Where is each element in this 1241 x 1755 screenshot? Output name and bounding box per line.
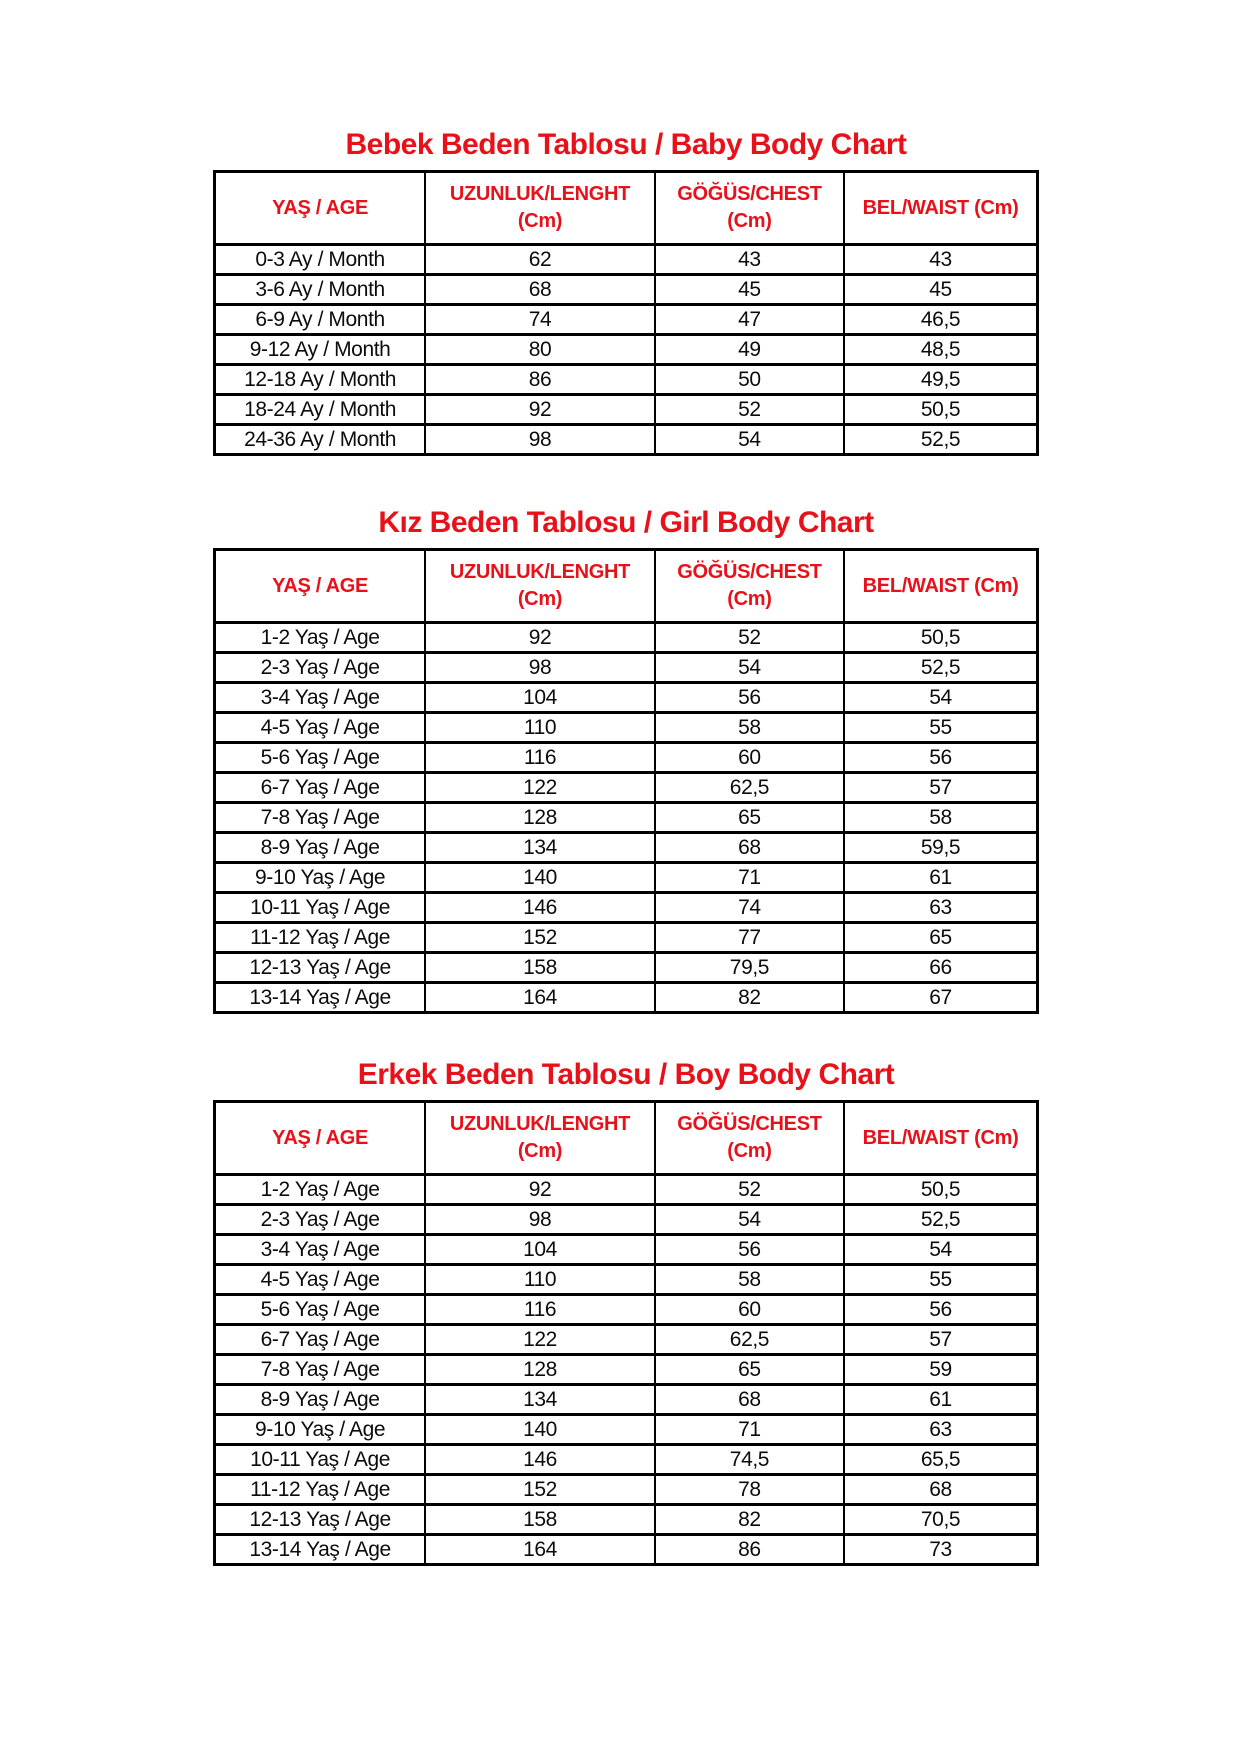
length-cell: 98 — [425, 653, 655, 683]
chest-cell: 77 — [655, 923, 844, 953]
col-header-waist — [844, 1102, 1037, 1175]
age-cell: 12-18 Ay / Month — [215, 365, 426, 395]
age-cell: 6-9 Ay / Month — [215, 305, 426, 335]
waist-cell: 52,5 — [844, 1205, 1037, 1235]
age-header-label: YAŞ / AGE — [272, 196, 369, 219]
waist-cell: 61 — [844, 1385, 1037, 1415]
chest-cell: 52 — [655, 395, 844, 425]
waist-cell: 52,5 — [844, 653, 1037, 683]
table-row — [215, 863, 1038, 893]
girl-table-title: Kız Beden Tablosu / Girl Body Chart — [378, 506, 874, 539]
age-cell: 10-11 Yaş / Age — [215, 1445, 426, 1475]
age-cell: 9-12 Ay / Month — [215, 335, 426, 365]
length-cell: 140 — [425, 863, 655, 893]
chest-header-label: GÖĞÜS/CHEST — [677, 1113, 822, 1135]
length-cell: 128 — [425, 1355, 655, 1385]
length-cell: 86 — [425, 365, 655, 395]
length-cell: 92 — [425, 623, 655, 653]
table-row — [215, 1205, 1038, 1235]
chest-cell: 78 — [655, 1475, 844, 1505]
chest-cell: 45 — [655, 275, 844, 305]
table-row — [215, 893, 1038, 923]
length-cell: 152 — [425, 923, 655, 953]
age-cell: 3-4 Yaş / Age — [215, 1235, 426, 1265]
cm-label: (Cm) — [727, 210, 772, 232]
cm-label: (Cm) — [727, 588, 772, 610]
table-row — [215, 983, 1038, 1013]
chest-header-label: GÖĞÜS/CHEST — [677, 183, 822, 205]
waist-cell: 46,5 — [844, 305, 1037, 335]
chest-cell: 54 — [655, 1205, 844, 1235]
boy-table-title: Erkek Beden Tablosu / Boy Body Chart — [357, 1058, 895, 1091]
length-cell: 158 — [425, 1505, 655, 1535]
age-cell: 7-8 Yaş / Age — [215, 1355, 426, 1385]
girl-size-section — [213, 506, 1039, 1014]
chest-cell: 68 — [655, 833, 844, 863]
chest-cell: 58 — [655, 1265, 844, 1295]
length-cell: 146 — [425, 1445, 655, 1475]
waist-cell: 68 — [844, 1475, 1037, 1505]
length-cell: 104 — [425, 1235, 655, 1265]
age-cell: 9-10 Yaş / Age — [215, 1415, 426, 1445]
age-cell: 12-13 Yaş / Age — [215, 1505, 426, 1535]
boy-size-section — [213, 1058, 1039, 1566]
col-header-waist — [844, 550, 1037, 623]
chest-cell: 49 — [655, 335, 844, 365]
col-header-age — [215, 550, 426, 623]
age-cell: 11-12 Yaş / Age — [215, 1475, 426, 1505]
waist-cell: 63 — [844, 1415, 1037, 1445]
waist-header-label: BEL/WAIST (Cm) — [862, 1126, 1019, 1149]
waist-cell: 50,5 — [844, 623, 1037, 653]
table-row — [215, 623, 1038, 653]
age-cell: 13-14 Yaş / Age — [215, 1535, 426, 1565]
chest-cell: 47 — [655, 305, 844, 335]
length-cell: 146 — [425, 893, 655, 923]
chest-cell: 50 — [655, 365, 844, 395]
length-header-label: UZUNLUK/LENGHT — [449, 561, 631, 583]
length-cell: 92 — [425, 395, 655, 425]
table-row — [215, 275, 1038, 305]
table-row — [215, 365, 1038, 395]
col-header-chest — [655, 550, 844, 623]
age-cell: 6-7 Yaş / Age — [215, 1325, 426, 1355]
length-cell: 110 — [425, 713, 655, 743]
waist-cell: 55 — [844, 713, 1037, 743]
chest-cell: 43 — [655, 245, 844, 275]
cm-label: (Cm) — [727, 1140, 772, 1162]
table-row — [215, 395, 1038, 425]
table-row — [215, 773, 1038, 803]
length-cell: 164 — [425, 983, 655, 1013]
chest-cell: 79,5 — [655, 953, 844, 983]
length-cell: 158 — [425, 953, 655, 983]
col-header-length — [425, 172, 655, 245]
header-row — [215, 550, 1038, 623]
waist-cell: 55 — [844, 1265, 1037, 1295]
length-cell: 62 — [425, 245, 655, 275]
length-cell: 164 — [425, 1535, 655, 1565]
waist-cell: 57 — [844, 773, 1037, 803]
col-header-age — [215, 172, 426, 245]
table-row — [215, 1235, 1038, 1265]
col-header-length — [425, 1102, 655, 1175]
waist-cell: 66 — [844, 953, 1037, 983]
col-header-waist — [844, 172, 1037, 245]
baby-table-title: Bebek Beden Tablosu / Baby Body Chart — [345, 128, 907, 161]
table-row — [215, 713, 1038, 743]
age-header-label: YAŞ / AGE — [272, 574, 369, 597]
age-cell: 5-6 Yaş / Age — [215, 1295, 426, 1325]
waist-cell: 43 — [844, 245, 1037, 275]
length-cell: 116 — [425, 743, 655, 773]
age-header-label: YAŞ / AGE — [272, 1126, 369, 1149]
length-cell: 128 — [425, 803, 655, 833]
baby-size-section — [213, 128, 1039, 456]
age-cell: 3-6 Ay / Month — [215, 275, 426, 305]
length-cell: 122 — [425, 773, 655, 803]
age-cell: 9-10 Yaş / Age — [215, 863, 426, 893]
chest-cell: 86 — [655, 1535, 844, 1565]
table-row — [215, 1295, 1038, 1325]
table-row — [215, 1265, 1038, 1295]
age-cell: 12-13 Yaş / Age — [215, 953, 426, 983]
length-cell: 104 — [425, 683, 655, 713]
table-row — [215, 1415, 1038, 1445]
table-row — [215, 1325, 1038, 1355]
table-row — [215, 653, 1038, 683]
chest-cell: 82 — [655, 983, 844, 1013]
chest-cell: 54 — [655, 425, 844, 455]
table-row — [215, 1355, 1038, 1385]
waist-cell: 49,5 — [844, 365, 1037, 395]
age-cell: 5-6 Yaş / Age — [215, 743, 426, 773]
waist-cell: 59 — [844, 1355, 1037, 1385]
table-row — [215, 425, 1038, 455]
header-row — [215, 1102, 1038, 1175]
table-row — [215, 803, 1038, 833]
age-cell: 0-3 Ay / Month — [215, 245, 426, 275]
waist-cell: 50,5 — [844, 1175, 1037, 1205]
age-cell: 13-14 Yaş / Age — [215, 983, 426, 1013]
age-cell: 4-5 Yaş / Age — [215, 1265, 426, 1295]
waist-cell: 45 — [844, 275, 1037, 305]
waist-cell: 63 — [844, 893, 1037, 923]
chest-cell: 65 — [655, 803, 844, 833]
table-row — [215, 683, 1038, 713]
chest-cell: 74 — [655, 893, 844, 923]
age-cell: 8-9 Yaş / Age — [215, 833, 426, 863]
age-cell: 1-2 Yaş / Age — [215, 623, 426, 653]
table-row — [215, 245, 1038, 275]
waist-cell: 61 — [844, 863, 1037, 893]
length-header-label: UZUNLUK/LENGHT — [449, 1113, 631, 1135]
waist-cell: 52,5 — [844, 425, 1037, 455]
table-row — [215, 335, 1038, 365]
col-header-age — [215, 1102, 426, 1175]
table-row — [215, 953, 1038, 983]
length-cell: 98 — [425, 425, 655, 455]
chest-cell: 52 — [655, 1175, 844, 1205]
table-row — [215, 1535, 1038, 1565]
waist-cell: 57 — [844, 1325, 1037, 1355]
length-cell: 152 — [425, 1475, 655, 1505]
col-header-chest — [655, 172, 844, 245]
cm-label: (Cm) — [517, 1140, 563, 1162]
girl-size-table — [213, 548, 1039, 1014]
age-cell: 18-24 Ay / Month — [215, 395, 426, 425]
boy-size-table — [213, 1100, 1039, 1566]
waist-cell: 59,5 — [844, 833, 1037, 863]
table-row — [215, 1175, 1038, 1205]
chest-header-label: GÖĞÜS/CHEST — [677, 561, 822, 583]
length-header-label: UZUNLUK/LENGHT — [449, 183, 631, 205]
length-cell: 80 — [425, 335, 655, 365]
waist-cell: 67 — [844, 983, 1037, 1013]
length-cell: 134 — [425, 1385, 655, 1415]
chest-cell: 54 — [655, 653, 844, 683]
baby-size-table — [213, 170, 1039, 456]
length-cell: 98 — [425, 1205, 655, 1235]
age-cell: 7-8 Yaş / Age — [215, 803, 426, 833]
chest-cell: 58 — [655, 713, 844, 743]
waist-header-label: BEL/WAIST (Cm) — [862, 574, 1019, 597]
waist-cell: 54 — [844, 1235, 1037, 1265]
chest-cell: 82 — [655, 1505, 844, 1535]
length-cell: 68 — [425, 275, 655, 305]
age-cell: 10-11 Yaş / Age — [215, 893, 426, 923]
length-cell: 74 — [425, 305, 655, 335]
chest-cell: 71 — [655, 1415, 844, 1445]
size-chart-sheet — [213, 0, 1039, 1566]
age-cell: 4-5 Yaş / Age — [215, 713, 426, 743]
chest-cell: 56 — [655, 1235, 844, 1265]
waist-cell: 56 — [844, 1295, 1037, 1325]
waist-cell: 56 — [844, 743, 1037, 773]
table-row — [215, 1385, 1038, 1415]
chest-cell: 52 — [655, 623, 844, 653]
table-row — [215, 833, 1038, 863]
chest-cell: 74,5 — [655, 1445, 844, 1475]
age-cell: 6-7 Yaş / Age — [215, 773, 426, 803]
age-cell: 24-36 Ay / Month — [215, 425, 426, 455]
table-row — [215, 1445, 1038, 1475]
chest-cell: 68 — [655, 1385, 844, 1415]
waist-cell: 58 — [844, 803, 1037, 833]
chest-cell: 62,5 — [655, 1325, 844, 1355]
chest-cell: 62,5 — [655, 773, 844, 803]
length-cell: 116 — [425, 1295, 655, 1325]
chest-cell: 71 — [655, 863, 844, 893]
length-cell: 92 — [425, 1175, 655, 1205]
waist-header-label: BEL/WAIST (Cm) — [862, 196, 1019, 219]
age-cell: 11-12 Yaş / Age — [215, 923, 426, 953]
age-cell: 8-9 Yaş / Age — [215, 1385, 426, 1415]
table-row — [215, 305, 1038, 335]
table-row — [215, 923, 1038, 953]
waist-cell: 73 — [844, 1535, 1037, 1565]
header-row — [215, 172, 1038, 245]
waist-cell: 48,5 — [844, 335, 1037, 365]
waist-cell: 50,5 — [844, 395, 1037, 425]
age-cell: 1-2 Yaş / Age — [215, 1175, 426, 1205]
chest-cell: 56 — [655, 683, 844, 713]
waist-cell: 70,5 — [844, 1505, 1037, 1535]
length-cell: 122 — [425, 1325, 655, 1355]
cm-label: (Cm) — [517, 210, 563, 232]
waist-cell: 65 — [844, 923, 1037, 953]
chest-cell: 60 — [655, 743, 844, 773]
col-header-length — [425, 550, 655, 623]
chest-cell: 65 — [655, 1355, 844, 1385]
length-cell: 134 — [425, 833, 655, 863]
waist-cell: 65,5 — [844, 1445, 1037, 1475]
length-cell: 110 — [425, 1265, 655, 1295]
waist-cell: 54 — [844, 683, 1037, 713]
length-cell: 140 — [425, 1415, 655, 1445]
cm-label: (Cm) — [517, 588, 563, 610]
age-cell: 2-3 Yaş / Age — [215, 653, 426, 683]
col-header-chest — [655, 1102, 844, 1175]
age-cell: 3-4 Yaş / Age — [215, 683, 426, 713]
table-row — [215, 1475, 1038, 1505]
table-row — [215, 743, 1038, 773]
table-row — [215, 1505, 1038, 1535]
chest-cell: 60 — [655, 1295, 844, 1325]
age-cell: 2-3 Yaş / Age — [215, 1205, 426, 1235]
